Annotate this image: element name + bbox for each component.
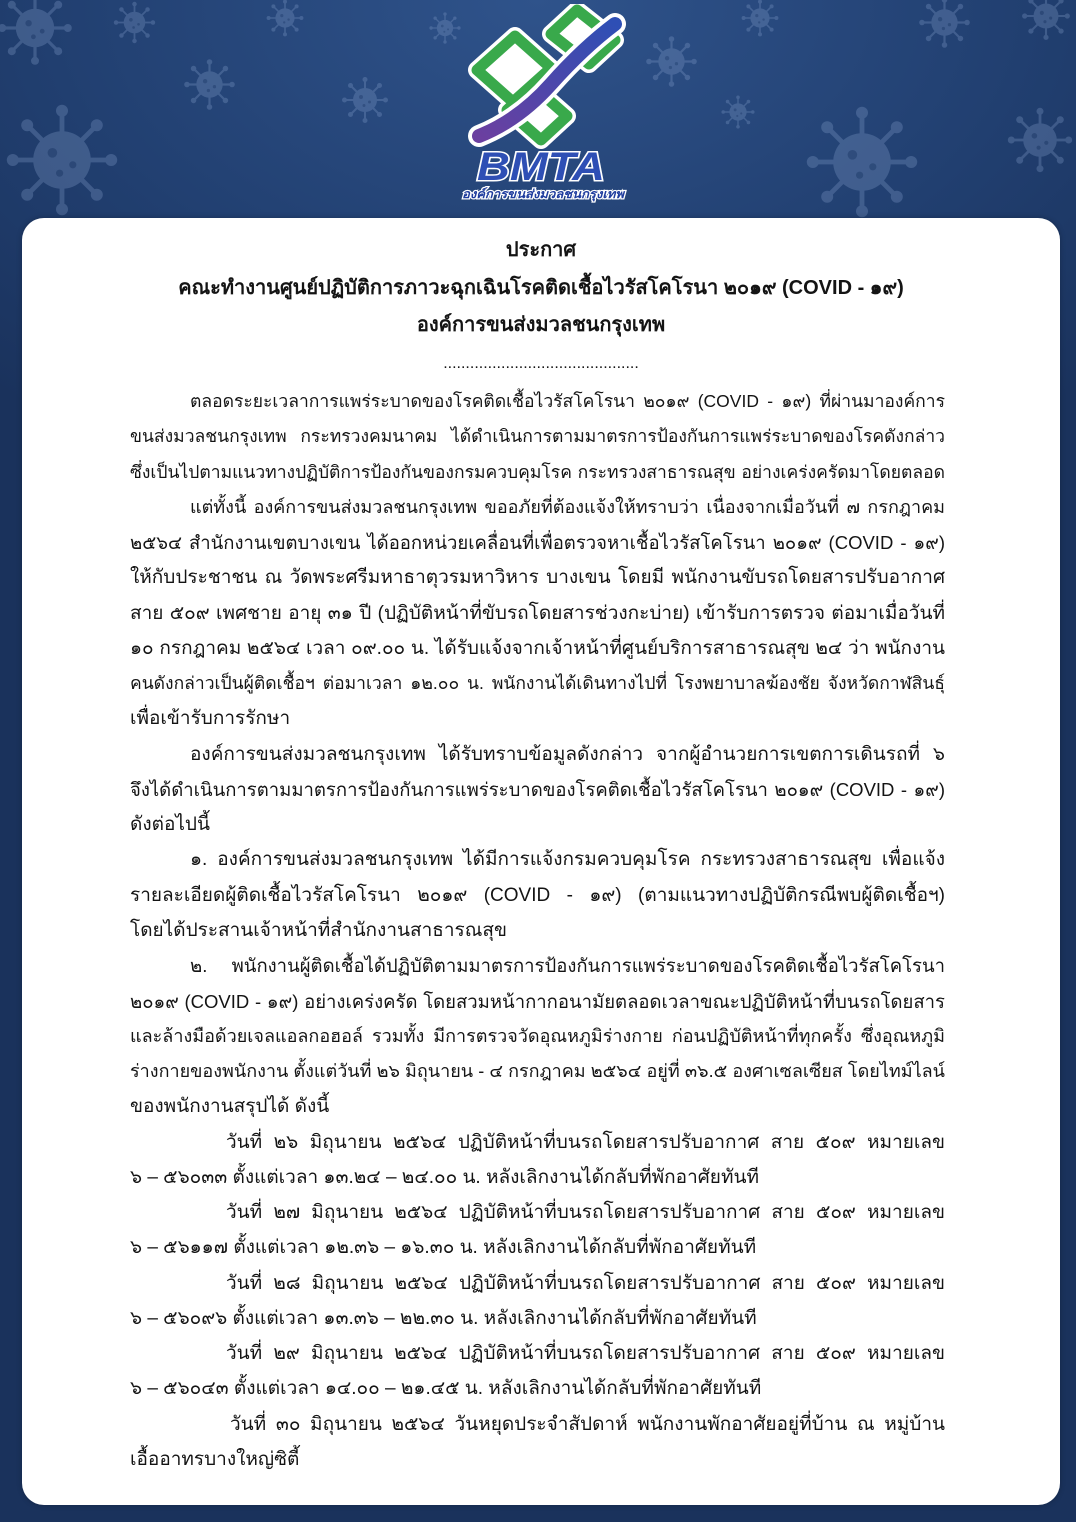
virus-icon [646, 36, 697, 87]
timeline-entry [130, 1195, 945, 1266]
body-text-line: ๒๐๑๙ (COVID - ๑๙) อย่างเคร่งครัด โดยสวมหน้ากากอนามัยตลอดเวลาขณะปฏิบัติหน้าที่บนรถโดยสาร [130, 990, 945, 1012]
timeline [130, 1125, 945, 1478]
measure-2-employee-compliance [130, 948, 945, 1124]
body-text-line: ของพนักงานสรุปได้ ดังนี้ [130, 1096, 330, 1118]
logo-wordmark: BMTA [477, 145, 605, 189]
dotted-separator: ............................................ [443, 354, 639, 372]
body-text-line: สาย ๕๐๙ เพศชาย อายุ ๓๑ ปี (ปฏิบัติหน้าที่ขับรถโดยสารช่วงกะบ่าย) เข้ารับการตรวจ ต่อมาเมื่อวันที่ [130, 602, 945, 624]
bmta-logo [455, 4, 630, 204]
virus-icon [721, 95, 754, 128]
timeline-line: วันที่ ๓๐ มิถุนายน ๒๕๖๔ วันหยุดประจำสัปดาห์ พนักงานพักอาศัยอยู่ที่บ้าน ณ หมู่บ้าน [230, 1413, 945, 1435]
timeline-line: ๖ – ๕๖๐๔๓ ตั้งแต่เวลา ๑๔.๐๐ – ๒๑.๔๕ น. หลังเลิกงานได้กลับที่พักอาศัยทันที [130, 1378, 762, 1400]
logo-emblem-icon [477, 10, 615, 140]
announcement-card [22, 218, 1060, 1505]
virus-icon [184, 59, 235, 110]
body-text-line: ๑. องค์การขนส่งมวลชนกรุงเทพ ได้มีการแจ้งกรมควบคุมโรค กระทรวงสาธารณสุข เพื่อแจ้ง [190, 849, 945, 871]
virus-icon [0, 0, 72, 65]
virus-icon [807, 107, 917, 217]
virus-icon [114, 2, 155, 43]
measure-1-notify-disease-control [130, 842, 945, 948]
virus-icon [267, 0, 304, 36]
announcement-title: ประกาศ [505, 239, 577, 261]
virus-icon [7, 105, 117, 215]
timeline-line: วันที่ ๒๘ มิถุนายน ๒๕๖๔ ปฏิบัติหน้าที่บนรถโดยสารปรับอากาศ สาย ๕๐๙ หมายเลข [226, 1272, 945, 1294]
paragraph-intro [130, 384, 945, 490]
paragraph-incident [130, 490, 945, 737]
body-text-line: โดยได้ประสานเจ้าหน้าที่สำนักงานสาธารณสุข [130, 919, 507, 941]
body-text-line: ขนส่งมวลชนกรุงเทพ กระทรวงคมนาคม ได้ดำเนินการตามมาตรการป้องกันการแพร่ระบาดของโรคดังกล่าว [130, 426, 945, 447]
body-text-line: ให้กับประชาชน ณ วัดพระศรีมหาธาตุวรมหาวิหาร บางเขน โดยมี พนักงานขับรถโดยสารปรับอากาศ [130, 567, 945, 589]
logo-subtitle: องค์การขนส่งมวลชนกรุงเทพ [462, 187, 611, 201]
committee-name: คณะทำงานศูนย์ปฏิบัติการภาวะฉุกเฉินโรคติดเชื้อไวรัสโคโรนา ๒๐๑๙ (COVID - ๑๙) [178, 276, 904, 299]
timeline-entry [130, 1125, 945, 1196]
body-text-line: ๒๕๖๔ สำนักงานเขตบางเขน ได้ออกหน่วยเคลื่อนที่เพื่อตรวจหาเชื้อไวรัสโคโรนา ๒๐๑๙ (COVID - ๑๙) [130, 532, 945, 554]
body-text-line: คนดังกล่าวเป็นผู้ติดเชื้อฯ ต่อมาเวลา ๑๒.๐๐ น. พนักงานได้เดินทางไปที่ โรงพยาบาลฆ้องชัย จังหวัดกาฬสินธุ์ [130, 673, 945, 694]
timeline-entry [130, 1336, 945, 1407]
body-text-line: จึงได้ดำเนินการตามมาตรการป้องกันการแพร่ระบาดของโรคติดเชื้อไวรัสโคโรนา ๒๐๑๙ (COVID - ๑๙) [130, 778, 945, 800]
announcement-body [130, 384, 945, 1477]
timeline-line: ๖ – ๕๖๐๙๖ ตั้งแต่เวลา ๑๓.๓๖ – ๒๒.๓๐ น. หลังเลิกงานได้กลับที่พักอาศัยทันที [130, 1307, 757, 1329]
virus-icon [342, 77, 388, 123]
body-text-line: องค์การขนส่งมวลชนกรุงเทพ ได้รับทราบข้อมูลดังกล่าว จากผู้อำนวยการเขตการเดินรถที่ ๖ [190, 743, 945, 765]
body-text-line: ตลอดระยะเวลาการแพร่ระบาดของโรคติดเชื้อไวรัสโคโรนา ๒๐๑๙ (COVID - ๑๙) ที่ผ่านมาองค์การ [190, 391, 945, 411]
virus-icon [1022, 0, 1070, 40]
timeline-entry [130, 1266, 945, 1337]
body-text-line: เพื่อเข้ารับการรักษา [130, 708, 291, 730]
virus-icon [742, 0, 779, 36]
paragraph-response [130, 737, 945, 843]
timeline-line: วันที่ ๒๖ มิถุนายน ๒๕๖๔ ปฏิบัติหน้าที่บนรถโดยสารปรับอากาศ สาย ๕๐๙ หมายเลข [226, 1131, 945, 1153]
body-text-line: ๒. พนักงานผู้ติดเชื้อได้ปฏิบัติตามมาตรการป้องกันการแพร่ระบาดของโรคติดเชื้อไวรัสโคโรนา [190, 955, 945, 977]
virus-icon [919, 0, 970, 48]
timeline-line: วันที่ ๒๗ มิถุนายน ๒๕๖๔ ปฏิบัติหน้าที่บนรถโดยสารปรับอากาศ สาย ๕๐๙ หมายเลข [226, 1202, 945, 1224]
body-text-line: ๑๐ กรกฎาคม ๒๕๖๔ เวลา ๐๙.๐๐ น. ได้รับแจ้งจากเจ้าหน้าที่ศูนย์บริการสาธารณสุข ๒๔ ว่า พนักงาน [130, 637, 945, 659]
timeline-line: เอื้ออาทรบางใหญ่ซิตี้ [130, 1448, 300, 1470]
body-text-line: และล้างมือด้วยเจลแอลกอฮอล์ รวมทั้ง มีการตรวจวัดอุณหภูมิร่างกาย ก่อนปฏิบัติหน้าที่ทุกครั้ง ซึ่งอุณหภูมิ [130, 1025, 945, 1046]
timeline-line: วันที่ ๒๙ มิถุนายน ๒๕๖๔ ปฏิบัติหน้าที่บนรถโดยสารปรับอากาศ สาย ๕๐๙ หมายเลข [226, 1343, 945, 1365]
body-text-line: ดังต่อไปนี้ [130, 814, 210, 836]
body-text-line: ซึ่งเป็นไปตามแนวทางปฏิบัติการป้องกันของกรมควบคุมโรค กระทรวงสาธารณสุข อย่างเคร่งครัดมาโดยตลอด [130, 461, 945, 482]
announcement-header [22, 232, 1060, 382]
body-text-line: แต่ทั้งนี้ องค์การขนส่งมวลชนกรุงเทพ ขออภัยที่ต้องแจ้งให้ทราบว่า เนื่องจากเมื่อวันที่ ๗ กรกฎาคม [190, 496, 945, 517]
body-text-line: รายละเอียดผู้ติดเชื้อไวรัสโคโรนา ๒๐๑๙ (COVID - ๑๙) (ตามแนวทางปฏิบัติกรณีพบผู้ติดเชื้อฯ) [130, 884, 945, 906]
body-text-line: ร่างกายของพนักงาน ตั้งแต่วันที่ ๒๖ มิถุนายน - ๔ กรกฎาคม ๒๕๖๔ อยู่ที่ ๓๖.๕ องศาเซลเซียส โดยไทม์ไลน์ [130, 1061, 945, 1082]
timeline-line: ๖ – ๕๖๐๓๓ ตั้งแต่เวลา ๑๓.๒๔ – ๒๔.๐๐ น. หลังเลิกงานได้กลับที่พักอาศัยทันที [130, 1166, 759, 1188]
virus-icon [1008, 108, 1072, 172]
timeline-entry [130, 1407, 945, 1478]
timeline-line: ๖ – ๕๖๑๑๗ ตั้งแต่เวลา ๑๒.๓๖ – ๑๖.๓๐ น. หลังเลิกงานได้กลับที่พักอาศัยทันที [130, 1237, 757, 1259]
organization-name: องค์การขนส่งมวลชนกรุงเทพ [416, 314, 666, 336]
